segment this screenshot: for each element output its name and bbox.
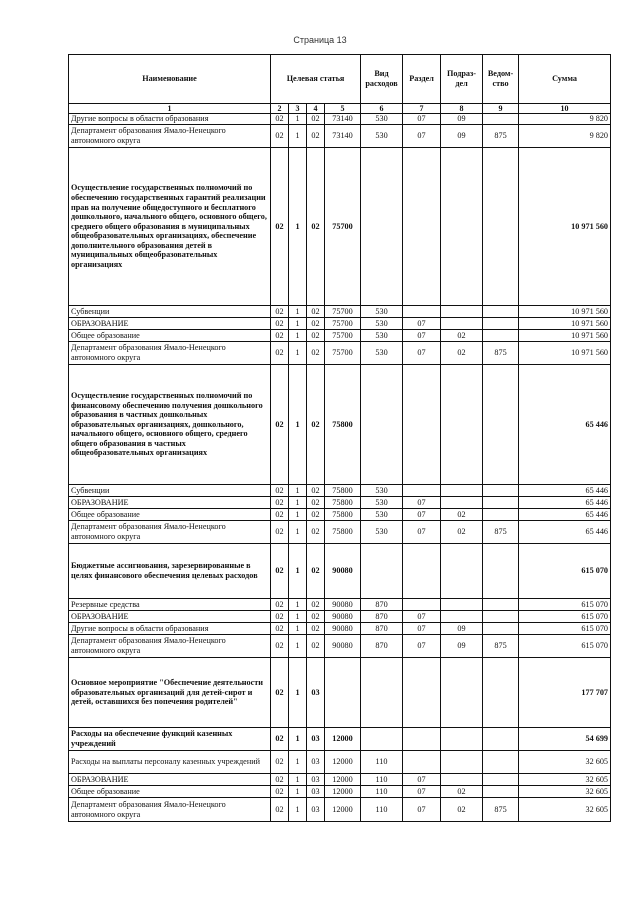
cell-department: 875	[483, 798, 519, 822]
cell-event: 02	[307, 623, 325, 635]
cell-expense-type	[361, 544, 403, 599]
table-row	[69, 125, 611, 148]
cell-department	[483, 658, 519, 728]
cell-direction: 12000	[325, 786, 361, 798]
table-row	[69, 114, 611, 125]
header-target: Целевая статья	[271, 55, 361, 104]
cell-expense-type: 870	[361, 599, 403, 611]
cell-name: Другие вопросы в области образования	[69, 114, 271, 125]
cell-event: 02	[307, 342, 325, 365]
cell-subsection	[441, 306, 483, 318]
cell-event: 02	[307, 611, 325, 623]
cell-subprogram: 1	[289, 635, 307, 658]
cell-program: 02	[271, 125, 289, 148]
cell-section	[403, 751, 441, 774]
cell-name: Общее образование	[69, 786, 271, 798]
cell-section: 07	[403, 318, 441, 330]
cell-sum: 615 070	[519, 611, 611, 623]
table-row	[69, 485, 611, 497]
cell-department	[483, 544, 519, 599]
cell-subsection: 02	[441, 521, 483, 544]
cell-subsection	[441, 599, 483, 611]
table-row	[69, 611, 611, 623]
cell-event: 03	[307, 774, 325, 786]
cell-subsection: 09	[441, 623, 483, 635]
cell-subsection	[441, 658, 483, 728]
cell-sum: 10 971 560	[519, 306, 611, 318]
cell-sum: 615 070	[519, 599, 611, 611]
cell-subprogram: 1	[289, 114, 307, 125]
cell-direction: 73140	[325, 114, 361, 125]
cell-program: 02	[271, 497, 289, 509]
cell-event: 02	[307, 148, 325, 306]
table-row	[69, 751, 611, 774]
cell-sum: 32 605	[519, 798, 611, 822]
cell-section	[403, 365, 441, 485]
cell-direction: 90080	[325, 544, 361, 599]
cell-program: 02	[271, 728, 289, 751]
cell-name: Департамент образования Ямало-Ненецкого автономного округа	[69, 635, 271, 658]
cell-direction: 12000	[325, 751, 361, 774]
cell-expense-type: 530	[361, 485, 403, 497]
cell-subsection: 09	[441, 114, 483, 125]
cell-department	[483, 751, 519, 774]
cell-sum: 65 446	[519, 509, 611, 521]
cell-expense-type: 530	[361, 114, 403, 125]
cell-subprogram: 1	[289, 342, 307, 365]
header-sum: Сумма	[519, 55, 611, 104]
table-row	[69, 365, 611, 485]
cell-direction: 75700	[325, 306, 361, 318]
cell-program: 02	[271, 330, 289, 342]
cell-sum: 65 446	[519, 521, 611, 544]
cell-department	[483, 786, 519, 798]
cell-program: 02	[271, 774, 289, 786]
cell-section	[403, 544, 441, 599]
cell-event: 02	[307, 599, 325, 611]
cell-name: ОБРАЗОВАНИЕ	[69, 497, 271, 509]
cell-sum: 615 070	[519, 623, 611, 635]
cell-direction: 75800	[325, 509, 361, 521]
cell-department	[483, 509, 519, 521]
cell-department	[483, 365, 519, 485]
table-row	[69, 497, 611, 509]
cell-section	[403, 148, 441, 306]
cell-subprogram: 1	[289, 125, 307, 148]
table-row	[69, 623, 611, 635]
cell-department	[483, 148, 519, 306]
cell-event: 02	[307, 509, 325, 521]
cell-expense-type: 530	[361, 125, 403, 148]
cell-name: ОБРАЗОВАНИЕ	[69, 318, 271, 330]
cell-sum: 9 820	[519, 125, 611, 148]
cell-program: 02	[271, 599, 289, 611]
cell-event: 02	[307, 485, 325, 497]
cell-section	[403, 599, 441, 611]
cell-event: 02	[307, 521, 325, 544]
cell-event: 02	[307, 330, 325, 342]
cell-expense-type: 530	[361, 521, 403, 544]
cell-program: 02	[271, 365, 289, 485]
cell-subprogram: 1	[289, 148, 307, 306]
cell-subsection: 02	[441, 342, 483, 365]
table-row	[69, 509, 611, 521]
cell-subprogram: 1	[289, 330, 307, 342]
cell-program: 02	[271, 114, 289, 125]
cell-direction: 75800	[325, 485, 361, 497]
table-row	[69, 306, 611, 318]
cell-event: 02	[307, 365, 325, 485]
cell-event: 02	[307, 544, 325, 599]
cell-event: 03	[307, 728, 325, 751]
column-number: 9	[483, 104, 519, 114]
cell-event: 03	[307, 751, 325, 774]
cell-expense-type: 110	[361, 774, 403, 786]
cell-subprogram: 1	[289, 786, 307, 798]
cell-name: Расходы на обеспечение функций казенных учреждений	[69, 728, 271, 751]
table-row	[69, 786, 611, 798]
cell-subprogram: 1	[289, 751, 307, 774]
cell-sum: 9 820	[519, 114, 611, 125]
cell-program: 02	[271, 751, 289, 774]
cell-program: 02	[271, 306, 289, 318]
cell-direction: 75700	[325, 330, 361, 342]
cell-subprogram: 1	[289, 599, 307, 611]
cell-direction: 90080	[325, 611, 361, 623]
cell-subsection	[441, 751, 483, 774]
cell-section: 07	[403, 623, 441, 635]
cell-event: 02	[307, 635, 325, 658]
cell-subsection	[441, 485, 483, 497]
cell-direction: 12000	[325, 728, 361, 751]
cell-event: 02	[307, 497, 325, 509]
cell-department: 875	[483, 635, 519, 658]
cell-sum: 177 707	[519, 658, 611, 728]
cell-department: 875	[483, 125, 519, 148]
column-number: 10	[519, 104, 611, 114]
cell-name: Основное мероприятие "Обеспечение деятельности образовательных организаций для детей-сирот и детей, оставшихся без попечения родителей"	[69, 658, 271, 728]
cell-subsection	[441, 318, 483, 330]
cell-event: 03	[307, 798, 325, 822]
cell-program: 02	[271, 509, 289, 521]
column-number: 5	[325, 104, 361, 114]
cell-department	[483, 623, 519, 635]
cell-department: 875	[483, 521, 519, 544]
cell-department	[483, 728, 519, 751]
table-row	[69, 599, 611, 611]
cell-sum: 65 446	[519, 485, 611, 497]
cell-subprogram: 1	[289, 521, 307, 544]
cell-name: ОБРАЗОВАНИЕ	[69, 774, 271, 786]
cell-direction: 75800	[325, 365, 361, 485]
budget-table	[68, 54, 611, 822]
cell-department: 875	[483, 342, 519, 365]
column-number: 3	[289, 104, 307, 114]
cell-section	[403, 658, 441, 728]
cell-expense-type	[361, 365, 403, 485]
cell-sum: 615 070	[519, 635, 611, 658]
cell-program: 02	[271, 485, 289, 497]
cell-subsection	[441, 774, 483, 786]
cell-section: 07	[403, 798, 441, 822]
cell-subprogram: 1	[289, 728, 307, 751]
cell-program: 02	[271, 798, 289, 822]
table-row	[69, 635, 611, 658]
cell-event: 03	[307, 786, 325, 798]
cell-subsection	[441, 148, 483, 306]
cell-subsection: 02	[441, 330, 483, 342]
cell-section: 07	[403, 509, 441, 521]
cell-sum: 10 971 560	[519, 342, 611, 365]
header-name: Наименование	[69, 55, 271, 104]
page-number: Страница 13	[293, 35, 347, 45]
cell-direction: 90080	[325, 599, 361, 611]
cell-subsection	[441, 611, 483, 623]
cell-expense-type: 530	[361, 342, 403, 365]
table-row	[69, 521, 611, 544]
cell-name: Резервные средства	[69, 599, 271, 611]
cell-direction	[325, 658, 361, 728]
cell-expense-type	[361, 658, 403, 728]
cell-name: Общее образование	[69, 509, 271, 521]
table-row	[69, 798, 611, 822]
cell-section	[403, 306, 441, 318]
column-number: 4	[307, 104, 325, 114]
cell-sum: 10 971 560	[519, 148, 611, 306]
cell-sum: 54 699	[519, 728, 611, 751]
cell-program: 02	[271, 658, 289, 728]
cell-subprogram: 1	[289, 497, 307, 509]
cell-program: 02	[271, 148, 289, 306]
cell-sum: 65 446	[519, 365, 611, 485]
cell-name: Общее образование	[69, 330, 271, 342]
cell-name: Осуществление государственных полномочий по финансовому обеспечению получения дошкольного образования в частных дошкольных образовательных организациях, дошкольного, начального общего, основного общего, среднего общего образования в частных общеобразовательных организациях	[69, 365, 271, 485]
cell-name: Бюджетные ассигнования, зарезервированные в целях финансового обеспечения целевых расходов	[69, 544, 271, 599]
header-row	[69, 55, 611, 104]
cell-expense-type: 870	[361, 635, 403, 658]
cell-name: Другие вопросы в области образования	[69, 623, 271, 635]
cell-section: 07	[403, 635, 441, 658]
table-row	[69, 148, 611, 306]
cell-section: 07	[403, 786, 441, 798]
cell-expense-type: 870	[361, 623, 403, 635]
cell-direction: 12000	[325, 774, 361, 786]
cell-subprogram: 1	[289, 318, 307, 330]
cell-department	[483, 114, 519, 125]
cell-subprogram: 1	[289, 798, 307, 822]
cell-department	[483, 611, 519, 623]
cell-subprogram: 1	[289, 611, 307, 623]
cell-department	[483, 774, 519, 786]
table-row	[69, 318, 611, 330]
table-row	[69, 658, 611, 728]
column-number: 2	[271, 104, 289, 114]
cell-department	[483, 497, 519, 509]
column-number: 6	[361, 104, 403, 114]
column-number: 8	[441, 104, 483, 114]
cell-name: Расходы на выплаты персоналу казенных учреждений	[69, 751, 271, 774]
cell-expense-type: 110	[361, 786, 403, 798]
cell-program: 02	[271, 623, 289, 635]
cell-direction: 75700	[325, 148, 361, 306]
cell-section	[403, 485, 441, 497]
cell-subsection	[441, 728, 483, 751]
cell-section: 07	[403, 125, 441, 148]
cell-expense-type: 530	[361, 497, 403, 509]
column-number: 7	[403, 104, 441, 114]
cell-program: 02	[271, 544, 289, 599]
cell-event: 02	[307, 114, 325, 125]
cell-expense-type: 530	[361, 306, 403, 318]
cell-section: 07	[403, 342, 441, 365]
cell-program: 02	[271, 521, 289, 544]
cell-direction: 75700	[325, 342, 361, 365]
cell-department	[483, 485, 519, 497]
cell-name: Департамент образования Ямало-Ненецкого автономного округа	[69, 342, 271, 365]
cell-program: 02	[271, 611, 289, 623]
cell-direction: 75800	[325, 497, 361, 509]
table-row	[69, 342, 611, 365]
cell-name: Субвенции	[69, 485, 271, 497]
cell-name: Субвенции	[69, 306, 271, 318]
cell-sum: 32 605	[519, 751, 611, 774]
cell-subsection	[441, 497, 483, 509]
cell-sum: 32 605	[519, 774, 611, 786]
cell-program: 02	[271, 635, 289, 658]
cell-program: 02	[271, 786, 289, 798]
cell-direction: 90080	[325, 635, 361, 658]
cell-name: Департамент образования Ямало-Ненецкого автономного округа	[69, 125, 271, 148]
cell-section	[403, 728, 441, 751]
cell-name: Осуществление государственных полномочий по обеспечению государственных гарантий реализации прав на получение общедоступного и бесплатного дошкольного, начального общего, основного общего, среднего общего образования в муниципальных общеобразовательных организациях, обеспечение дополнительного образования детей в муниципальных общеобразовательных организациях	[69, 148, 271, 306]
cell-subprogram: 1	[289, 658, 307, 728]
cell-section: 07	[403, 330, 441, 342]
cell-subprogram: 1	[289, 365, 307, 485]
cell-subprogram: 1	[289, 774, 307, 786]
cell-department	[483, 306, 519, 318]
cell-department	[483, 330, 519, 342]
cell-section: 07	[403, 114, 441, 125]
header-section: Раздел	[403, 55, 441, 104]
table-row	[69, 728, 611, 751]
cell-section: 07	[403, 611, 441, 623]
cell-sum: 615 070	[519, 544, 611, 599]
cell-subsection: 02	[441, 798, 483, 822]
cell-expense-type: 530	[361, 330, 403, 342]
header-subsection: Подраз-дел	[441, 55, 483, 104]
cell-subsection: 02	[441, 786, 483, 798]
cell-sum: 32 605	[519, 786, 611, 798]
cell-name: Департамент образования Ямало-Ненецкого автономного округа	[69, 521, 271, 544]
cell-expense-type: 110	[361, 751, 403, 774]
table-row	[69, 330, 611, 342]
header-department: Ведом-ство	[483, 55, 519, 104]
cell-expense-type: 870	[361, 611, 403, 623]
cell-subprogram: 1	[289, 509, 307, 521]
cell-department	[483, 318, 519, 330]
cell-expense-type	[361, 148, 403, 306]
cell-expense-type	[361, 728, 403, 751]
cell-expense-type: 530	[361, 509, 403, 521]
cell-program: 02	[271, 342, 289, 365]
cell-sum: 10 971 560	[519, 318, 611, 330]
cell-sum: 10 971 560	[519, 330, 611, 342]
cell-direction: 75800	[325, 521, 361, 544]
column-number: 1	[69, 104, 271, 114]
cell-name: ОБРАЗОВАНИЕ	[69, 611, 271, 623]
cell-department	[483, 599, 519, 611]
cell-subprogram: 1	[289, 623, 307, 635]
cell-subsection	[441, 365, 483, 485]
cell-expense-type: 110	[361, 798, 403, 822]
cell-event: 02	[307, 306, 325, 318]
cell-event: 02	[307, 125, 325, 148]
table-row	[69, 774, 611, 786]
cell-event: 02	[307, 318, 325, 330]
cell-direction: 90080	[325, 623, 361, 635]
cell-section: 07	[403, 521, 441, 544]
cell-subsection: 09	[441, 125, 483, 148]
cell-subsection: 02	[441, 509, 483, 521]
cell-direction: 12000	[325, 798, 361, 822]
cell-subprogram: 1	[289, 485, 307, 497]
cell-program: 02	[271, 318, 289, 330]
cell-section: 07	[403, 497, 441, 509]
table-body	[69, 114, 611, 822]
cell-subprogram: 1	[289, 306, 307, 318]
table-row	[69, 544, 611, 599]
cell-subsection	[441, 544, 483, 599]
cell-expense-type: 530	[361, 318, 403, 330]
cell-subsection: 09	[441, 635, 483, 658]
cell-subprogram: 1	[289, 544, 307, 599]
cell-direction: 75700	[325, 318, 361, 330]
cell-sum: 65 446	[519, 497, 611, 509]
cell-direction: 73140	[325, 125, 361, 148]
cell-section: 07	[403, 774, 441, 786]
column-number-row	[69, 104, 611, 114]
cell-event: 03	[307, 658, 325, 728]
header-expense-type: Вид расходов	[361, 55, 403, 104]
cell-name: Департамент образования Ямало-Ненецкого автономного округа	[69, 798, 271, 822]
